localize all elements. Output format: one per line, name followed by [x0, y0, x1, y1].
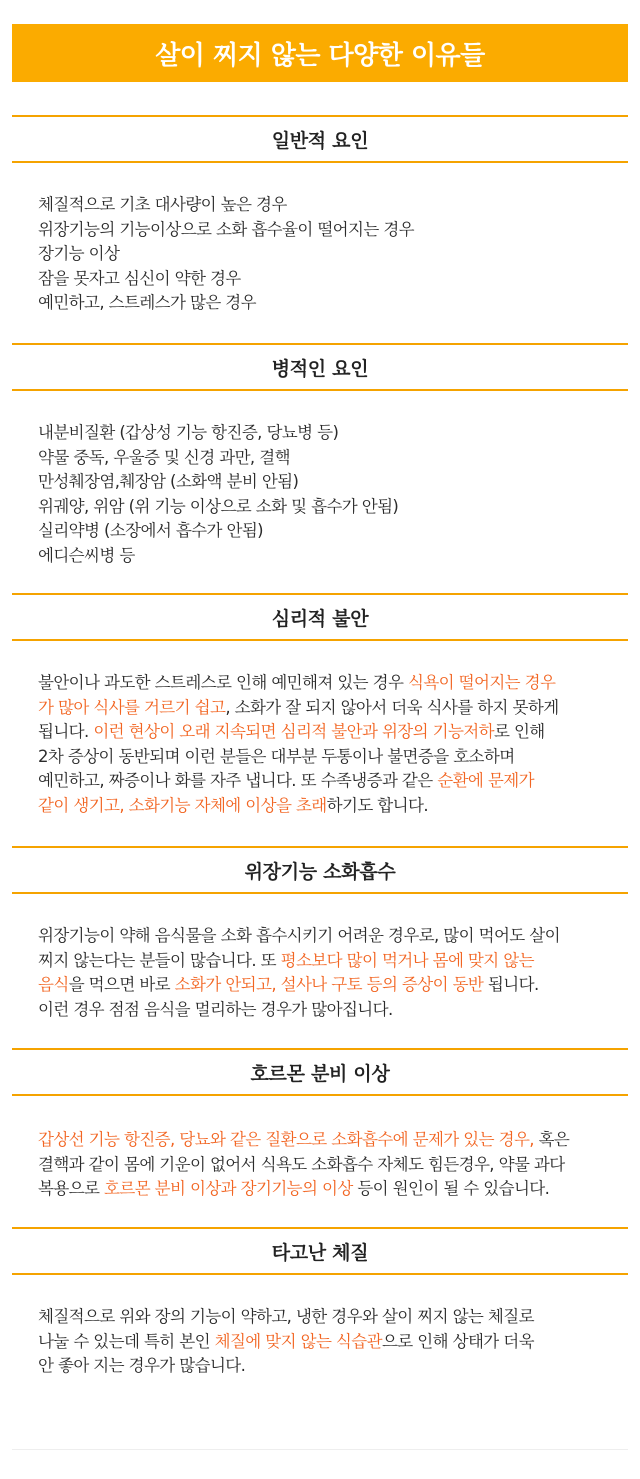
- section-header: [12, 846, 628, 894]
- page-title-banner: [12, 24, 628, 82]
- body-text: 나눌 수 있는데 특히 본인: [38, 1331, 215, 1351]
- section-body: [12, 391, 628, 568]
- highlighted-text: 호르몬 분비 이상과 장기기능의 이상: [104, 1179, 353, 1198]
- body-text: , 소화가 잘 되지 않아서 더욱 식사를 하지 못하게: [225, 697, 559, 717]
- text-line: [38, 1177, 608, 1202]
- body-text: 하기도 합니다.: [326, 795, 428, 815]
- section-body: [12, 894, 628, 1022]
- highlighted-text: 이런 현상이 오래 지속되면 심리적 불안과 위장의 기능저하: [93, 722, 494, 741]
- highlighted-text: 평소보다 많이 먹거나 몸에 맞지 않는: [280, 950, 534, 970]
- highlighted-text: 음식: [38, 975, 69, 994]
- text-line: [38, 1128, 608, 1153]
- body-text: 복용으로: [38, 1179, 105, 1198]
- body-text: 내분비질환 (갑상성 기능 항진증, 당뇨병 등): [38, 423, 339, 442]
- text-line: [38, 720, 608, 745]
- text-line: [38, 242, 608, 267]
- highlighted-text: 갑상선 기능 항진증, 당뇨와 같은 질환으로 소화흡수에 문제가 있는 경우,: [38, 1130, 534, 1149]
- text-line: [38, 769, 608, 794]
- section-header: [12, 1227, 628, 1275]
- section-body: [12, 641, 628, 818]
- body-text: 예민하고, 스트레스가 많은 경우: [38, 293, 256, 312]
- body-text: 체질적으로 위와 장의 기능이 약하고, 냉한 경우와 살이 찌지 않는 체질로: [38, 1307, 534, 1326]
- body-text: 실리약병 (소장에서 흡수가 안됨): [38, 521, 264, 540]
- text-line: [38, 998, 608, 1023]
- section-header: [12, 343, 628, 391]
- text-line: [38, 421, 608, 446]
- section-header: [12, 1048, 628, 1096]
- body-text: 위궤양, 위암 (위 기능 이상으로 소화 및 흡수가 안됨): [38, 496, 399, 516]
- text-line: [38, 519, 608, 544]
- body-text: 됩니다.: [38, 722, 94, 741]
- body-text: 에디슨씨병 등: [38, 545, 135, 565]
- text-line: [38, 495, 608, 520]
- text-line: [38, 291, 608, 316]
- body-text: 결핵과 같이 몸에 기운이 없어서 식욕도 소화흡수 자체도 힘든경우, 약물 과다: [38, 1154, 565, 1174]
- section: [12, 846, 628, 1022]
- text-line: [38, 1330, 608, 1355]
- body-text: 체질적으로 기초 대사량이 높은 경우: [38, 195, 287, 214]
- body-text: 됩니다.: [483, 975, 539, 994]
- section-title: 심리적 불안: [271, 607, 369, 630]
- highlighted-text: 순환에 문제가: [437, 771, 534, 790]
- body-text: 이런 경우 점점 음식을 멀리하는 경우가 많아집니다.: [38, 999, 393, 1019]
- text-line: [38, 794, 608, 819]
- text-line: [38, 1354, 608, 1379]
- body-text: 위장기능이 약해 음식물을 소화 흡수시키기 어려운 경우로, 많이 먹어도 살이: [38, 926, 560, 945]
- highlighted-text: 식욕이 떨어지는 경우: [407, 673, 556, 692]
- body-text: 으로 인해 상태가 더욱: [381, 1331, 534, 1351]
- body-text: 예민하고, 짜증이나 화를 자주 냅니다. 또 수족냉증과 같은: [38, 771, 438, 790]
- section-title: 타고난 체질: [271, 1241, 369, 1264]
- page-title: 살이 찌지 않는 다양한 이유들: [155, 40, 485, 71]
- text-line: [38, 470, 608, 495]
- body-text: 2차 증상이 동반되며 이런 분들은 대부분 두통이나 불면증을 호소하며: [38, 746, 515, 766]
- body-text: 안 좋아 지는 경우가 많습니다.: [38, 1356, 246, 1375]
- text-line: [38, 949, 608, 974]
- text-line: [38, 1305, 608, 1330]
- text-line: [38, 745, 608, 770]
- highlighted-text: 소화가 안되고, 설사나 구토 등의 증상이 동반: [174, 975, 484, 994]
- section: [12, 1227, 628, 1379]
- text-line: [38, 446, 608, 471]
- section-header: [12, 593, 628, 641]
- body-text: 불안이나 과도한 스트레스로 인해 예민해져 있는 경우: [38, 673, 408, 692]
- body-text: 약물 중독, 우울증 및 신경 과만, 결핵: [38, 447, 290, 467]
- body-text: 장기능 이상: [38, 244, 120, 263]
- text-line: [38, 924, 608, 949]
- text-line: [38, 544, 608, 569]
- section: [12, 1048, 628, 1202]
- section-title: 호르몬 분비 이상: [250, 1062, 390, 1085]
- body-text: 찌지 않는다는 분들이 많습니다. 또: [38, 950, 281, 970]
- section-body: [12, 1275, 628, 1379]
- body-text: 등이 원인이 될 수 있습니다.: [352, 1179, 550, 1198]
- section: [12, 593, 628, 818]
- text-line: [38, 218, 608, 243]
- text-line: [38, 267, 608, 292]
- text-line: [38, 1153, 608, 1178]
- section-title: 일반적 요인: [271, 129, 369, 152]
- highlighted-text: 같이 생기고, 소화기능 자체에 이상을 초래: [38, 795, 327, 815]
- section: [12, 115, 628, 316]
- text-line: [38, 973, 608, 998]
- section-title: 위장기능 소화흡수: [244, 860, 396, 883]
- bottom-divider: [12, 1449, 628, 1450]
- text-line: [38, 193, 608, 218]
- body-text: 위장기능의 기능이상으로 소화 흡수율이 떨어지는 경우: [38, 219, 415, 239]
- body-text: 잠을 못자고 심신이 약한 경우: [38, 268, 241, 288]
- highlighted-text: 가 많아 식사를 거르기 쉽고: [38, 697, 226, 717]
- highlighted-text: 체질에 맞지 않는 식습관: [214, 1331, 382, 1351]
- section-body: [12, 1096, 628, 1202]
- section: [12, 343, 628, 568]
- body-text: 로 인해: [493, 722, 545, 741]
- body-text: 을 먹으면 바로: [68, 975, 175, 994]
- section-title: 병적인 요인: [271, 357, 369, 380]
- section-body: [12, 163, 628, 316]
- section-header: [12, 115, 628, 163]
- body-text: 만성췌장염,췌장암 (소화액 분비 안됨): [38, 472, 299, 491]
- text-line: [38, 671, 608, 696]
- body-text: 혹은: [533, 1130, 570, 1149]
- text-line: [38, 696, 608, 721]
